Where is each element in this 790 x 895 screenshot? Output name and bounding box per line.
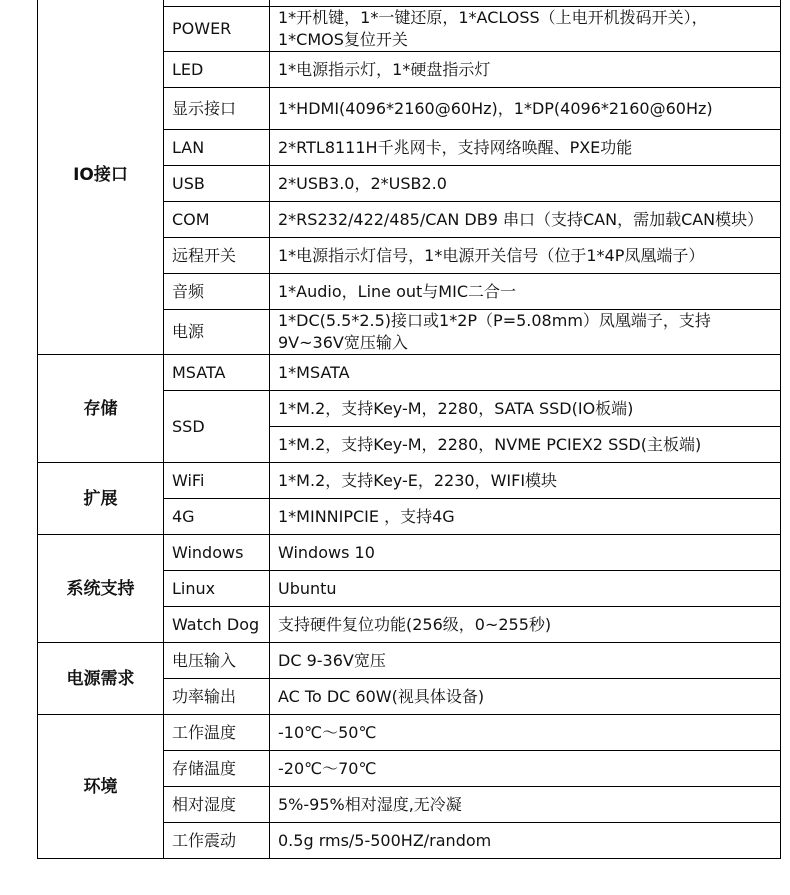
table-row <box>38 715 781 751</box>
spec-value: 2*RTL8111H千兆网卡，支持网络唤醒、PXE功能 <box>270 130 781 166</box>
spec-key: 相对湿度 <box>164 787 270 823</box>
spec-key: 存储温度 <box>164 751 270 787</box>
spec-key: 远程开关 <box>164 238 270 274</box>
spec-value: -20℃～70℃ <box>270 751 781 787</box>
spec-value: 1*MSATA <box>270 355 781 391</box>
spec-key: Linux <box>164 571 270 607</box>
spec-value: 1*HDMI(4096*2160@60Hz)，1*DP(4096*2160@60Hz) <box>270 88 781 130</box>
category-environment: 环境 <box>38 715 164 859</box>
category-os: 系统支持 <box>38 535 164 643</box>
spec-value: 1*M.2，支持Key-M，2280，NVME PCIEX2 SSD(主板端) <box>270 427 781 463</box>
spec-value: Ubuntu <box>270 571 781 607</box>
spec-value: Windows 10 <box>270 535 781 571</box>
spec-value: DC 9-36V宽压 <box>270 643 781 679</box>
spec-key: 工作震动 <box>164 823 270 859</box>
table-row <box>38 355 781 391</box>
table-row <box>38 463 781 499</box>
spec-value: 2*RS232/422/485/CAN DB9 串口（支持CAN，需加载CAN模块） <box>270 202 781 238</box>
category-io: IO接口 <box>38 0 164 355</box>
spec-value: 0.5g rms/5-500HZ/random <box>270 823 781 859</box>
category-storage: 存储 <box>38 355 164 463</box>
spec-key: 显示接口 <box>164 88 270 130</box>
spec-value: 1*电源指示灯，1*硬盘指示灯 <box>270 52 781 88</box>
spec-value: 1*M.2，支持Key-E，2230，WIFI模块 <box>270 463 781 499</box>
spec-key: Windows <box>164 535 270 571</box>
spec-key: LED <box>164 52 270 88</box>
spec-table <box>37 0 781 859</box>
spec-key: 工作温度 <box>164 715 270 751</box>
spec-value: AC To DC 60W(视具体设备) <box>270 679 781 715</box>
spec-key: 4G <box>164 499 270 535</box>
spec-key: 电压输入 <box>164 643 270 679</box>
table-row <box>38 535 781 571</box>
spec-value: 2*USB3.0，2*USB2.0 <box>270 166 781 202</box>
spec-value: 支持硬件复位功能(256级，0~255秒) <box>270 607 781 643</box>
spec-value: 5%-95%相对湿度,无冷凝 <box>270 787 781 823</box>
spec-value: 1*电源指示灯信号，1*电源开关信号（位于1*4P凤凰端子） <box>270 238 781 274</box>
table-row <box>38 643 781 679</box>
spec-key: Watch Dog <box>164 607 270 643</box>
spec-key: COM <box>164 202 270 238</box>
spec-key: WiFi <box>164 463 270 499</box>
spec-value: 1*Audio，Line out与MIC二合一 <box>270 274 781 310</box>
spec-key: 音频 <box>164 274 270 310</box>
spec-key: 电源 <box>164 310 270 355</box>
spec-key: MSATA <box>164 355 270 391</box>
spec-key: POWER <box>164 7 270 52</box>
category-expansion: 扩展 <box>38 463 164 535</box>
spec-key: LAN <box>164 130 270 166</box>
spec-key: 功率输出 <box>164 679 270 715</box>
spec-value: 1*DC(5.5*2.5)接口或1*2P（P=5.08mm）凤凰端子，支持9V~36V宽压输入 <box>270 310 781 355</box>
spec-key: USB <box>164 166 270 202</box>
spec-value: -10℃～50℃ <box>270 715 781 751</box>
category-power: 电源需求 <box>38 643 164 715</box>
spec-value: 1*MINNIPCIE ，支持4G <box>270 499 781 535</box>
spec-key: SSD <box>164 391 270 463</box>
spec-value: 1*M.2，支持Key-M，2280，SATA SSD(IO板端) <box>270 391 781 427</box>
spec-value: 1*开机键，1*一键还原，1*ACLOSS（上电开机拨码开关），1*CMOS复位开关 <box>270 7 781 52</box>
